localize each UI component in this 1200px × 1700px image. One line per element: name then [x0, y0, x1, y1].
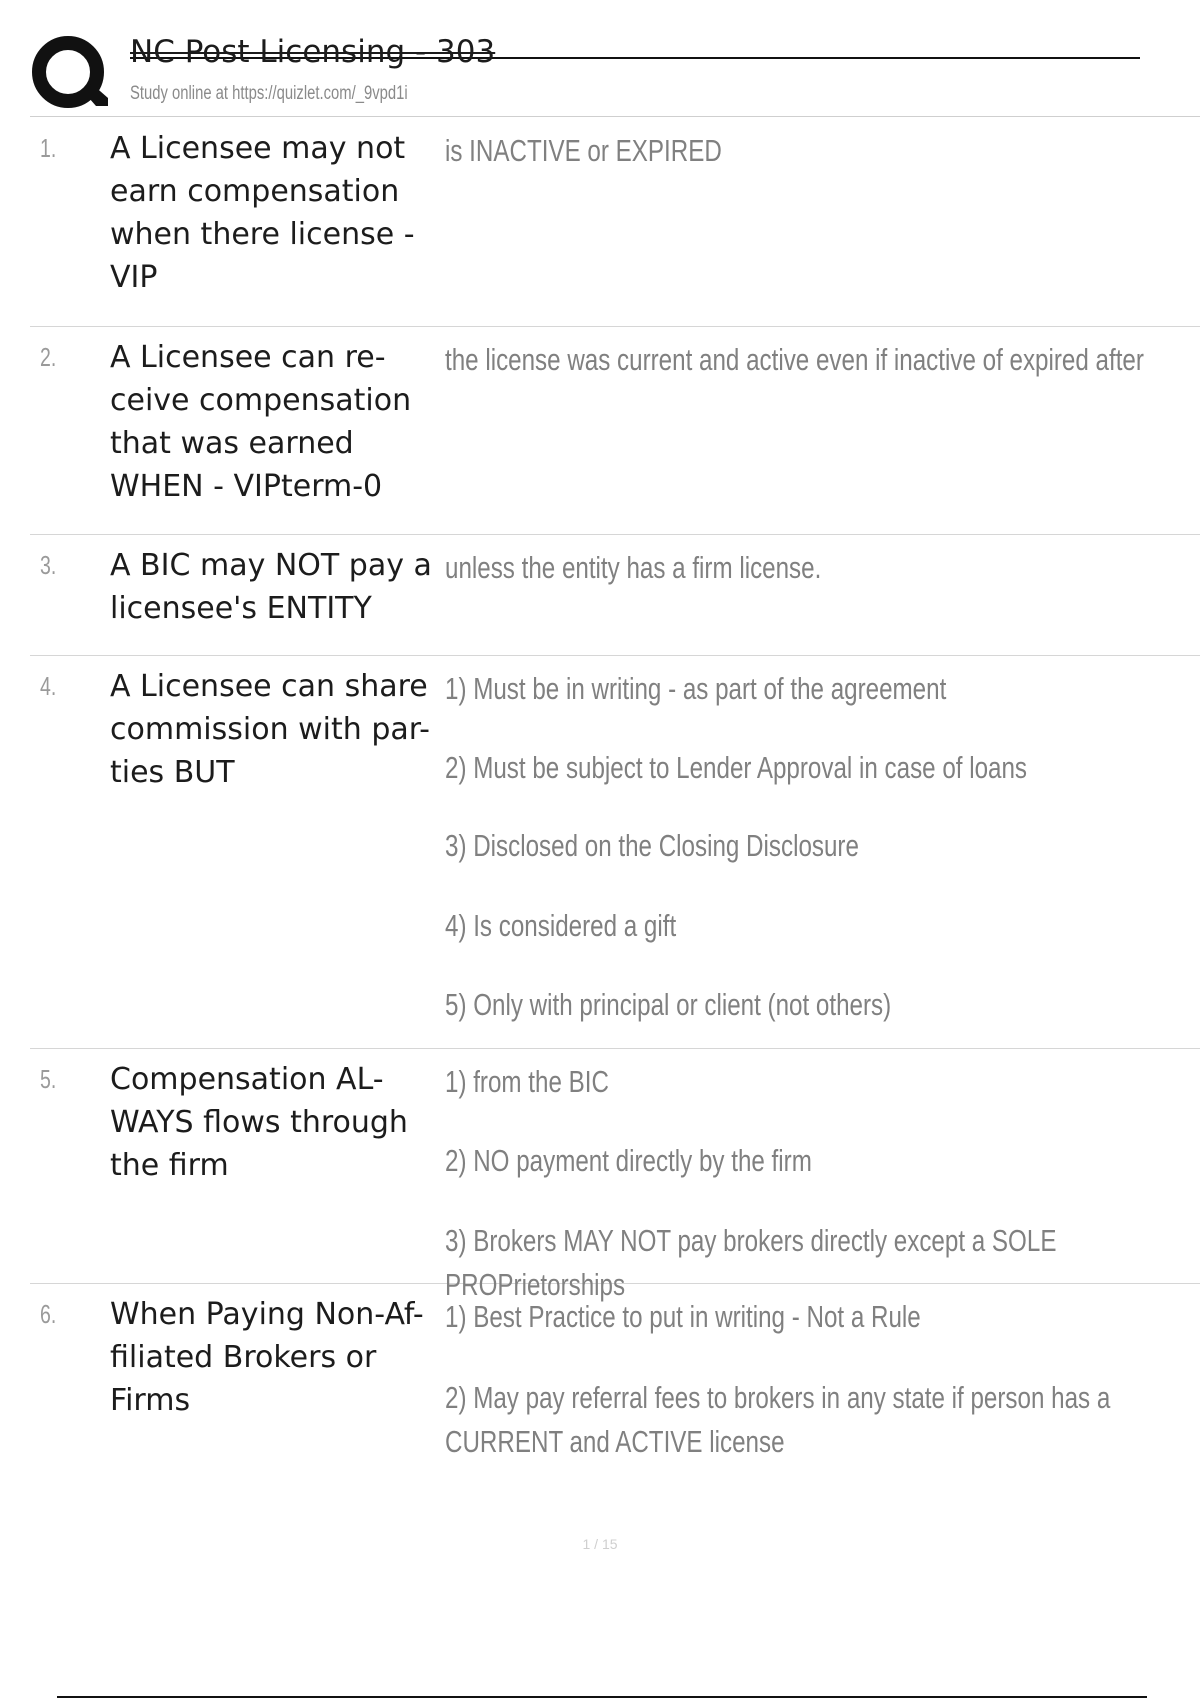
card-term: A Licensee may not earn compensation when there license - VIP	[110, 131, 415, 295]
card-term: A Licensee can re-ceive compensation that was earned WHEN - VIPterm-0	[110, 340, 412, 504]
card-number: 5.	[40, 1064, 57, 1094]
flashcard-row	[30, 1048, 1200, 1302]
card-definition: 3) Disclosed on the Closing Disclosure	[445, 828, 859, 863]
flashcard-row	[30, 534, 1200, 656]
card-number: 3.	[40, 550, 57, 580]
card-definition: 2) May pay referral fees to brokers in any state if person has a CURRENT and ACTIVE license	[445, 1380, 1111, 1459]
card-term: A Licensee can share commission with par-ties BUT	[110, 669, 430, 790]
card-definition: is INACTIVE or EXPIRED	[445, 133, 722, 168]
flashcard-row	[30, 655, 1200, 1049]
card-definition: unless the entity has a firm license.	[445, 550, 822, 585]
card-term: When Paying Non-Af-filiated Brokers or Firms	[110, 1297, 424, 1418]
card-number: 4.	[40, 671, 57, 701]
card-number: 2.	[40, 342, 57, 372]
card-definition: 5) Only with principal or client (not others)	[445, 987, 892, 1022]
card-number: 6.	[40, 1299, 57, 1329]
card-term: Compensation AL-WAYS flows through the firm	[110, 1062, 408, 1183]
quizlet-logo-icon	[30, 34, 110, 114]
page-number: 1 / 15	[582, 1536, 618, 1552]
card-definition: the license was current and active even if inactive of expired after	[445, 342, 1144, 377]
card-term: A BIC may NOT pay a licensee's ENTITY	[110, 548, 432, 626]
card-number: 1.	[40, 133, 57, 163]
card-definition: 3) Brokers MAY NOT pay brokers directly except a SOLE PROPrietorships	[445, 1223, 1057, 1302]
card-definition: 1) Must be in writing - as part of the agreement	[445, 671, 947, 706]
card-definition: 2) NO payment directly by the firm	[445, 1143, 812, 1178]
study-online-link[interactable]: Study online at https://quizlet.com/_9vpd1i	[130, 83, 408, 104]
bottom-rule	[57, 1696, 1147, 1698]
document-title: NC Post Licensing - 303	[130, 34, 496, 70]
card-definition: 1) from the BIC	[445, 1064, 609, 1099]
card-definition: 4) Is considered a gift	[445, 908, 677, 943]
card-definition: 1) Best Practice to put in writing - Not a Rule	[445, 1299, 921, 1334]
card-definition: 2) Must be subject to Lender Approval in case of loans	[445, 750, 1028, 785]
flashcard-row	[30, 117, 1200, 327]
flashcard-row	[30, 326, 1200, 535]
